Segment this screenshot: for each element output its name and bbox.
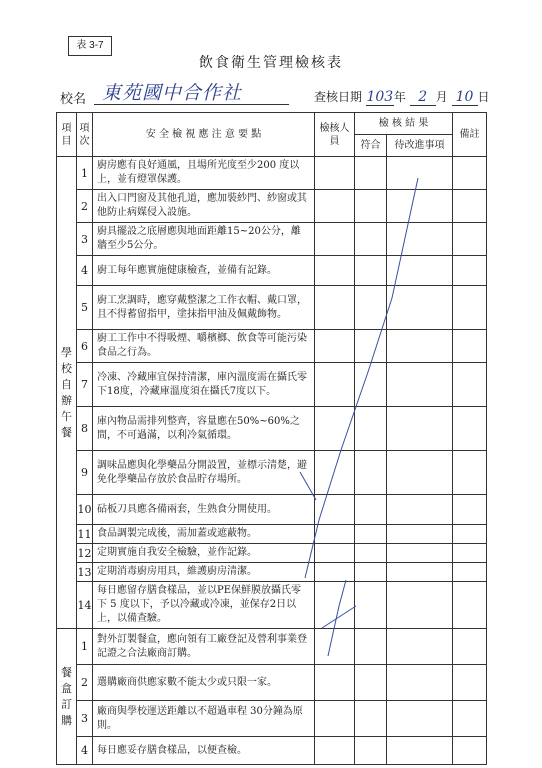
inspector-cell[interactable]	[315, 629, 355, 665]
conform-cell[interactable]	[355, 451, 387, 495]
inspector-cell[interactable]	[315, 157, 355, 190]
header-conform: 符合	[355, 135, 387, 157]
remark-cell[interactable]	[453, 563, 487, 582]
table-row	[57, 525, 487, 544]
inspector-cell[interactable]	[315, 665, 355, 701]
row-number: 11	[77, 525, 93, 544]
row-number: 7	[77, 363, 93, 407]
row-text: 食品調製完成後，需加蓋或遮蔽物。	[93, 525, 315, 544]
inspection-date	[314, 88, 490, 106]
form-title: 飲食衛生管理檢核表	[199, 55, 343, 71]
remark-cell[interactable]	[453, 157, 487, 190]
remark-cell[interactable]	[453, 407, 487, 451]
inspector-cell[interactable]	[315, 363, 355, 407]
header-result: 檢 核 結 果	[355, 113, 453, 135]
remark-cell[interactable]	[453, 629, 487, 665]
remark-cell[interactable]	[453, 330, 487, 363]
row-number: 12	[77, 544, 93, 563]
improve-cell[interactable]	[387, 157, 453, 190]
conform-cell[interactable]	[355, 407, 387, 451]
table-row	[57, 330, 487, 363]
row-number: 9	[77, 451, 93, 495]
row-text: 定期消毒廚房用具，維護廚房清潔。	[93, 563, 315, 582]
table-row	[57, 544, 487, 563]
improve-cell[interactable]	[387, 629, 453, 665]
improve-cell[interactable]	[387, 286, 453, 330]
improve-cell[interactable]	[387, 563, 453, 582]
row-text: 庫內物品需排列整齊，容量應在50%~60%之間，不可過滿，以利冷氣循環。	[93, 407, 315, 451]
table-row	[57, 363, 487, 407]
row-text: 定期實施自我安全檢驗，並作記錄。	[93, 544, 315, 563]
table-row	[57, 563, 487, 582]
date-label: 查核日期	[314, 90, 363, 104]
row-number: 4	[77, 256, 93, 286]
row-number: 2	[77, 190, 93, 223]
remark-cell[interactable]	[453, 582, 487, 629]
table-row	[57, 190, 487, 223]
improve-cell[interactable]	[387, 495, 453, 525]
improve-cell[interactable]	[387, 407, 453, 451]
table-row	[57, 157, 487, 190]
row-text: 廚具擺設之底層應與地面距離15~20公分，離牆至少5公分。	[93, 223, 315, 256]
row-number: 8	[77, 407, 93, 451]
inspector-cell[interactable]	[315, 407, 355, 451]
table-row	[57, 629, 487, 665]
conform-cell[interactable]	[355, 582, 387, 629]
inspector-cell[interactable]	[315, 256, 355, 286]
row-text: 出入口門窗及其他孔道，應加裝紗門、紗窗或其他防止病媒侵入設施。	[93, 190, 315, 223]
conform-cell[interactable]	[355, 525, 387, 544]
row-text: 廚房應有良好通風，且場所光度至少200 度以上，並有燈罩保護。	[93, 157, 315, 190]
section-name: 餐盒訂購	[57, 629, 77, 765]
row-text: 每日應留存膳食樣品，並以PE保鮮膜放攝氏零下 5 度以下，予以冷藏或冷凍，並保存2日以上，以備查驗。	[93, 582, 315, 629]
remark-cell[interactable]	[453, 495, 487, 525]
row-number: 1	[77, 157, 93, 190]
school-name-label: 校名	[60, 92, 87, 107]
conform-cell[interactable]	[355, 256, 387, 286]
inspector-cell[interactable]	[315, 701, 355, 737]
row-number: 1	[77, 629, 93, 665]
inspector-cell[interactable]	[315, 223, 355, 256]
conform-cell[interactable]	[355, 737, 387, 765]
inspector-cell[interactable]	[315, 286, 355, 330]
remark-cell[interactable]	[453, 363, 487, 407]
remark-cell[interactable]	[453, 451, 487, 495]
header-points: 安 全 檢 視 應 注 意 要 點	[93, 113, 315, 157]
form-number-tag: 表 3-7	[68, 36, 112, 56]
conform-cell[interactable]	[355, 665, 387, 701]
improve-cell[interactable]	[387, 330, 453, 363]
conform-cell[interactable]	[355, 495, 387, 525]
date-year-unit: 年	[393, 90, 406, 104]
conform-cell[interactable]	[355, 544, 387, 563]
row-text: 冷凍、冷藏庫宜保持清潔，庫內溫度需在攝氏零下18度，冷藏庫溫度須在攝氏7度以下。	[93, 363, 315, 407]
inspector-cell[interactable]	[315, 563, 355, 582]
improve-cell[interactable]	[387, 582, 453, 629]
date-month-unit: 月	[435, 90, 448, 104]
table-row	[57, 665, 487, 701]
table-row	[57, 737, 487, 765]
inspector-cell[interactable]	[315, 544, 355, 563]
row-text: 選購廠商供應家數不能太少或只限一家。	[93, 665, 315, 701]
conform-cell[interactable]	[355, 629, 387, 665]
remark-cell[interactable]	[453, 223, 487, 256]
school-name-handwritten[interactable]: 東苑國中合作社	[102, 82, 243, 104]
conform-cell[interactable]	[355, 363, 387, 407]
conform-cell[interactable]	[355, 157, 387, 190]
header-item: 項目	[57, 113, 77, 157]
row-number: 5	[77, 286, 93, 330]
row-number: 2	[77, 665, 93, 701]
row-number: 6	[77, 330, 93, 363]
row-text: 每日應妥存膳食樣品，以便查檢。	[93, 737, 315, 765]
table-row	[57, 256, 487, 286]
conform-cell[interactable]	[355, 286, 387, 330]
header-remark: 備註	[453, 113, 487, 157]
table-row	[57, 451, 487, 495]
improve-cell[interactable]	[387, 525, 453, 544]
table-row	[57, 495, 487, 525]
conform-cell[interactable]	[355, 563, 387, 582]
row-text: 廚工工作中不得吸煙、嚼檳榔、飲食等可能污染食品之行為。	[93, 330, 315, 363]
inspector-cell[interactable]	[315, 582, 355, 629]
row-number: 4	[77, 737, 93, 765]
row-number: 3	[77, 701, 93, 737]
remark-cell[interactable]	[453, 525, 487, 544]
row-text: 對外訂製餐盒，應向領有工廠登記及營利事業登記證之合法廠商訂購。	[93, 629, 315, 665]
improve-cell[interactable]	[387, 363, 453, 407]
improve-cell[interactable]	[387, 190, 453, 223]
remark-cell[interactable]	[453, 190, 487, 223]
row-number: 10	[77, 495, 93, 525]
improve-cell[interactable]	[387, 223, 453, 256]
row-text: 廠商與學校運送距離以不超過車程 30分鐘為原則。	[93, 701, 315, 737]
table-row	[57, 223, 487, 256]
header-inspector: 檢核人員	[315, 113, 355, 157]
inspector-cell[interactable]	[315, 330, 355, 363]
inspector-cell[interactable]	[315, 737, 355, 765]
conform-cell[interactable]	[355, 223, 387, 256]
date-day-field[interactable]: 10	[452, 89, 478, 106]
table-row	[57, 286, 487, 330]
remark-cell[interactable]	[453, 544, 487, 563]
improve-cell[interactable]	[387, 451, 453, 495]
header-improve: 待改進事項	[387, 135, 453, 157]
remark-cell[interactable]	[453, 701, 487, 737]
inspector-cell[interactable]	[315, 190, 355, 223]
improve-cell[interactable]	[387, 544, 453, 563]
inspector-cell[interactable]	[315, 451, 355, 495]
row-number: 3	[77, 223, 93, 256]
remark-cell[interactable]	[453, 286, 487, 330]
row-number: 13	[77, 563, 93, 582]
row-text: 調味品應與化學藥品分開設置，並標示清楚，避免化學藥品存放於食品貯存場所。	[93, 451, 315, 495]
improve-cell[interactable]	[387, 256, 453, 286]
row-text: 廚工每年應實施健康檢查，並備有記錄。	[93, 256, 315, 286]
improve-cell[interactable]	[387, 737, 453, 765]
row-text: 廚工烹調時，應穿戴整潔之工作衣帽、戴口罩，且不得蓄留指甲，塗抹指甲油及佩戴飾物。	[93, 286, 315, 330]
conform-cell[interactable]	[355, 330, 387, 363]
improve-cell[interactable]	[387, 701, 453, 737]
remark-cell[interactable]	[453, 665, 487, 701]
row-text: 砧板刀具應各備兩套，生熟食分開使用。	[93, 495, 315, 525]
table-row	[57, 582, 487, 629]
section-name: 學校自辦午餐	[57, 157, 77, 629]
improve-cell[interactable]	[387, 665, 453, 701]
conform-cell[interactable]	[355, 701, 387, 737]
date-year-field[interactable]: 103	[366, 89, 394, 105]
inspection-table	[56, 112, 487, 765]
remark-cell[interactable]	[453, 737, 487, 765]
inspector-cell[interactable]	[315, 495, 355, 525]
table-row	[57, 701, 487, 737]
date-day-unit: 日	[477, 90, 490, 104]
date-month-field[interactable]: 2	[410, 89, 436, 106]
header-index: 項次	[77, 113, 93, 157]
table-row	[57, 407, 487, 451]
remark-cell[interactable]	[453, 256, 487, 286]
row-number: 14	[77, 582, 93, 629]
conform-cell[interactable]	[355, 190, 387, 223]
inspector-cell[interactable]	[315, 525, 355, 544]
